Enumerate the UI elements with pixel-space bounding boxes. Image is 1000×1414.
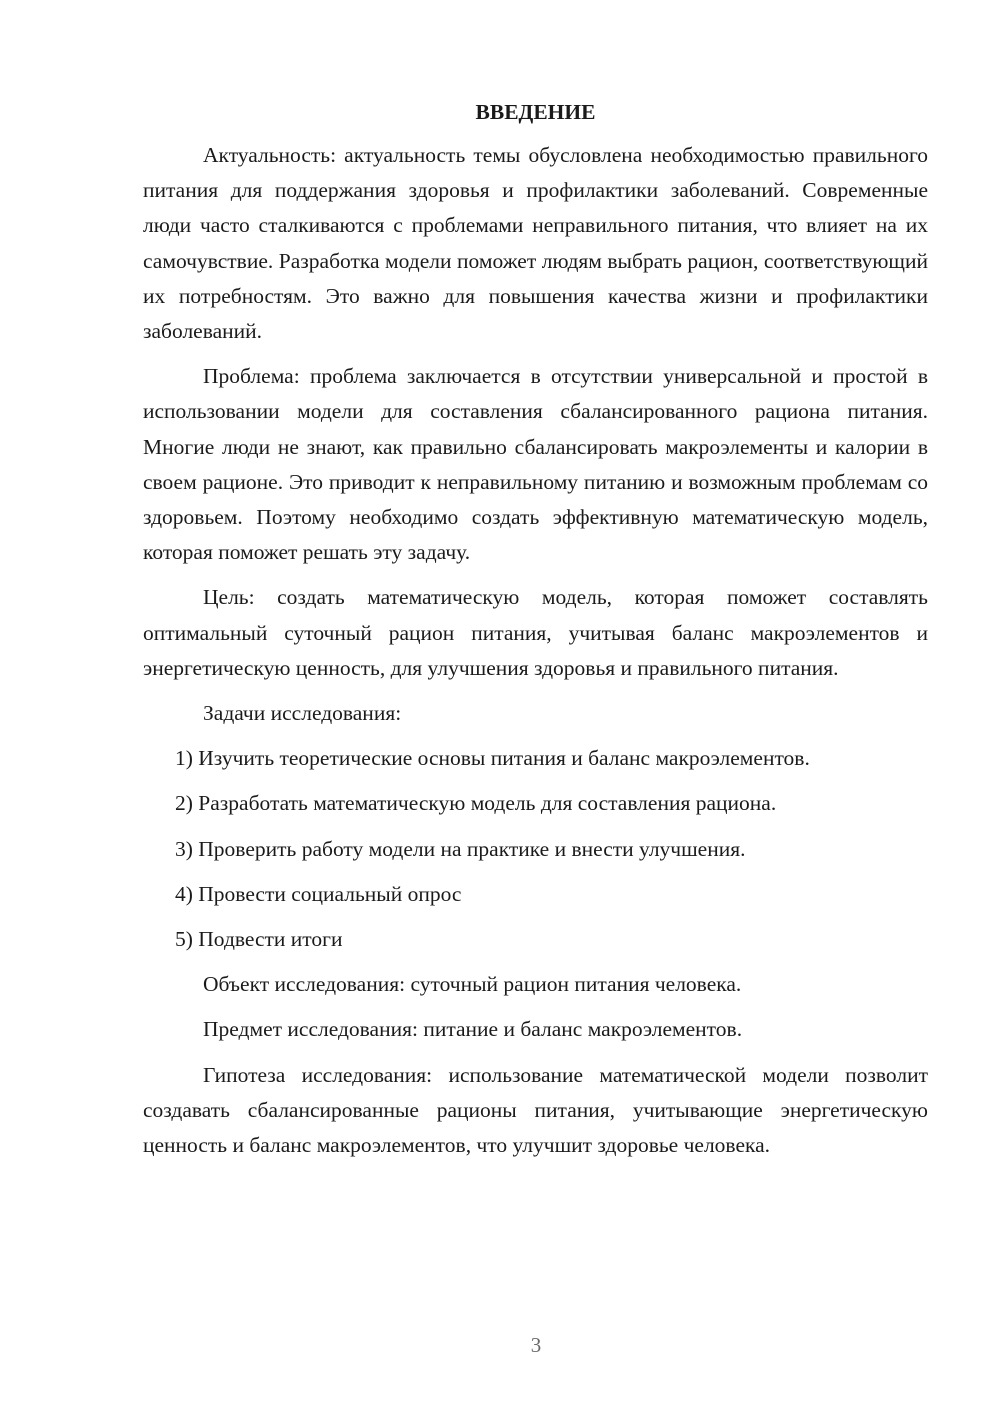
list-item: 2) Разработать математическую модель для составления рациона.	[175, 791, 777, 816]
page-content	[143, 95, 928, 1173]
page-number: 3	[530, 1333, 542, 1357]
tasks-title: Задачи исследования:	[203, 701, 402, 726]
list-item: 3) Проверить работу модели на практике и внести улучшения.	[175, 836, 746, 861]
relevance-paragraph: Актуальность: актуальность темы обусловлена необходимостью правильного питания для поддержания здоровья и профилактики заболеваний. Современные люди часто сталкиваются с проблемами неправильного питания, что влияет на их самочувствие. Разработка модели поможет людям выбрать рацион, соответствующий их потребностям. Это важно для повышения качества жизни и профилактики заболеваний.	[143, 143, 928, 344]
tasks-list	[143, 741, 928, 957]
list-item: 5) Подвести итоги	[175, 927, 343, 952]
page-title: ВВЕДЕНИЕ	[475, 100, 596, 124]
hypothesis-paragraph: Гипотеза исследования: использование математической модели позволит создавать сбалансированные рационы питания, учитывающие энергетическую ценность и баланс макроэлементов, что улучшит здоровье человека.	[143, 1062, 928, 1158]
list-item: 1) Изучить теоретические основы питания и баланс макроэлементов.	[175, 746, 810, 771]
object-paragraph: Объект исследования: суточный рацион питания человека.	[203, 972, 742, 997]
list-item: 4) Провести социальный опрос	[175, 881, 462, 906]
goal-paragraph: Цель: создать математическую модель, которая поможет составлять оптимальный суточный рацион питания, учитывая баланс макроэлементов и энергетическую ценность, для улучшения здоровья и правильного питания.	[143, 585, 928, 680]
subject-paragraph: Предмет исследования: питание и баланс макроэлементов.	[203, 1017, 743, 1042]
problem-paragraph: Проблема: проблема заключается в отсутствии универсальной и простой в использовании модели для составления сбалансированного рациона питания. Многие люди не знают, как правильно сбалансировать макроэлементы и калории в своем рационе. Это приводит к неправильному питанию и возможным проблемам со здоровьем. Поэтому необходимо создать эффективную математическую модель, которая поможет решать эту задачу.	[143, 364, 928, 565]
